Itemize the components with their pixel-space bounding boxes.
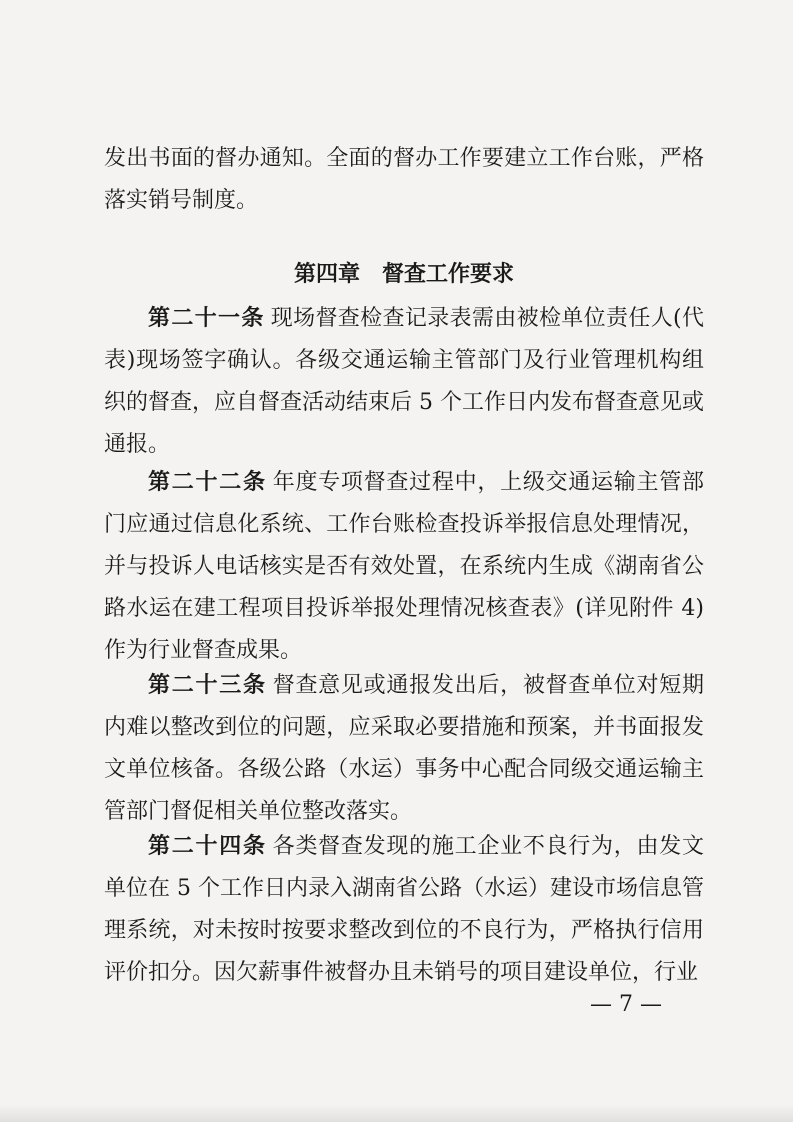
article-23 [104, 665, 704, 833]
article-22 [104, 462, 704, 672]
article-label: 第二十四条 [148, 834, 267, 859]
chapter-title: 督查工作要求 [382, 262, 515, 287]
article-21 [104, 298, 704, 466]
article-text: 督查意见或通报发出后，被督查单位对短期内难以整改到位的问题，应采取必要措施和预案，并书面报发文单位核备。各级公路（水运）事务中心配合同级交通运输主管部门督促相关单位整改落实。 [104, 673, 704, 824]
chapter-heading [104, 254, 704, 296]
article-label: 第二十一条 [148, 306, 265, 331]
article-label: 第二十二条 [148, 470, 267, 495]
article-text: 年度专项督查过程中，上级交通运输主管部门应通过信息化系统、工作台账检查投诉举报信息处理情况，并与投诉人电话核实是否有效处置，在系统内生成《湖南省公路水运在建工程项目投诉举报处理情况核查表》(详见附件 4)作为行业督查成果。 [104, 470, 704, 663]
scan-shadow [0, 1104, 793, 1122]
article-24 [104, 826, 704, 994]
article-text: 现场督查检查记录表需由被检单位责任人(代表)现场签字确认。各级交通运输主管部门及行业管理机构组织的督查，应自督查活动结束后 5 个工作日内发布督查意见或通报。 [104, 306, 704, 457]
article-text: 各类督查发现的施工企业不良行为，由发文单位在 5 个工作日内录入湖南省公路（水运）建设市场信息管理系统，对未按时按要求整改到位的不良行为，严格执行信用评价扣分。因欠薪事件被督办且未销号的项目建设单位，行业 [104, 834, 704, 985]
page-number: — 7 — [590, 992, 662, 1017]
article-label: 第二十三条 [148, 673, 267, 698]
continuation-paragraph: 发出书面的督办通知。全面的督办工作要建立工作台账，严格落实销号制度。 [104, 146, 704, 213]
chapter-number: 第四章 [293, 262, 360, 287]
